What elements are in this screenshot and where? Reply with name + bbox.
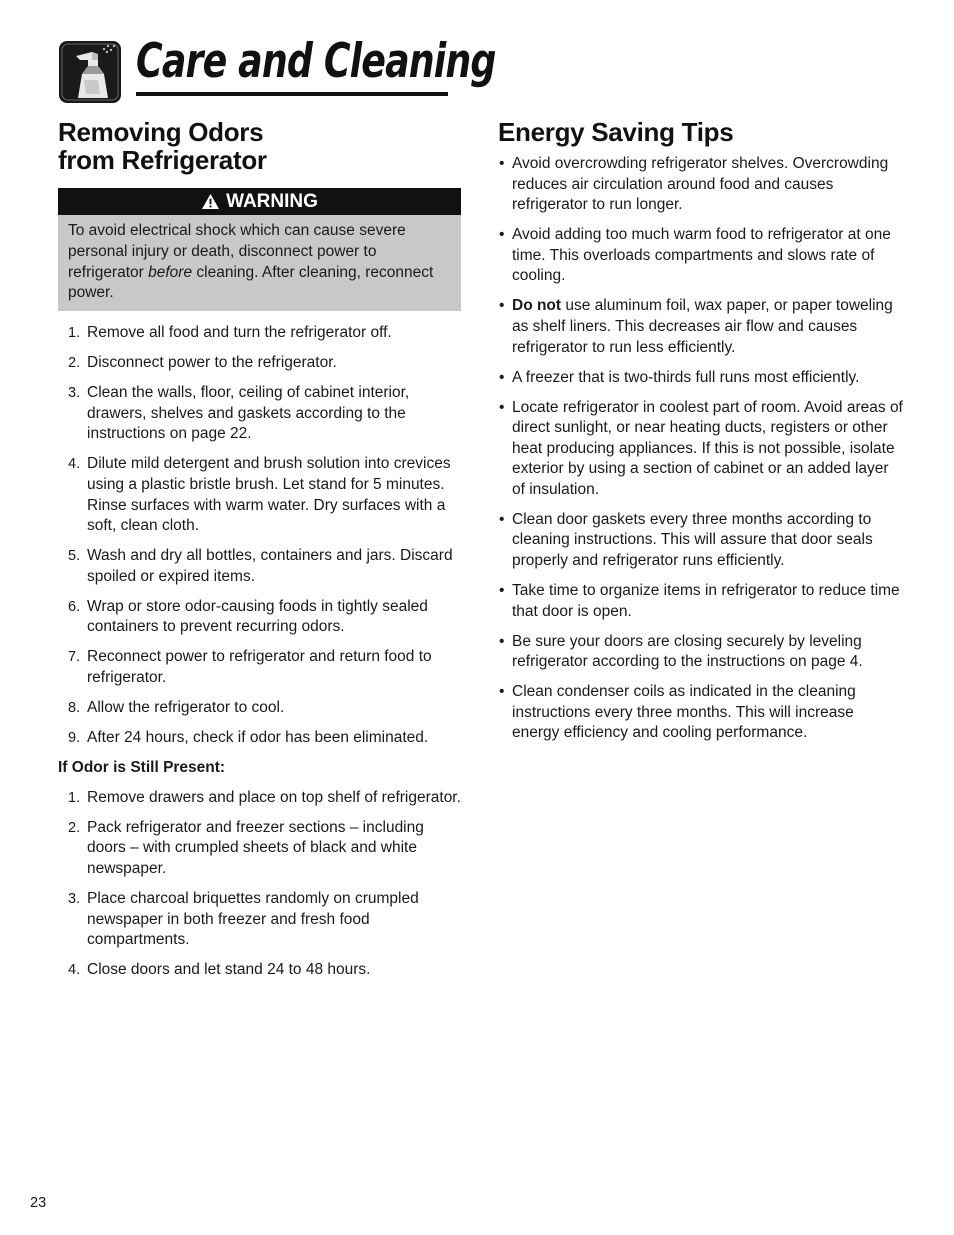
warning-label: WARNING [226, 190, 318, 212]
list-item [58, 454, 461, 536]
bullet: • [499, 510, 505, 528]
bullet: • [499, 398, 505, 416]
step-number: 3. [68, 890, 81, 907]
step-text: After 24 hours, check if odor has been eliminated. [87, 728, 429, 746]
step-text: Wash and dry all bottles, containers and jars. Discard spoiled or expired items. [87, 547, 453, 585]
step-number: 4. [68, 456, 81, 473]
tip-text: Clean door gaskets every three months according to cleaning instructions. This will assure that door seals properly and refrigerator runs efficiently. [512, 510, 873, 570]
bullet: • [499, 297, 505, 315]
step-text: Dilute mild detergent and brush solution into crevices using a plastic bristle brush. Let stand for 5 minutes. Rinse surfaces with warm water. Dry surfaces with a soft, clean cloth. [87, 455, 451, 535]
tip-text: Avoid overcrowding refrigerator shelves. Overcrowding reduces air circulation around food and causes refrigerator to run longer. [512, 155, 889, 214]
list-item [58, 889, 461, 951]
warning-triangle-icon [201, 193, 220, 210]
step-text: Place charcoal briquettes randomly on crumpled newspaper in both freezer and fresh food compartments. [87, 889, 419, 949]
step-number: 1. [68, 789, 81, 806]
list-item [58, 647, 461, 688]
warning-text-before: To avoid electrical shock which can cause severe personal injury or death, disconnect power to refrigerator [68, 222, 406, 281]
energy-tips-list [498, 154, 904, 744]
step-number: 4. [68, 962, 81, 979]
list-item [498, 296, 904, 358]
tip-text: A freezer that is two-thirds full runs most efficiently. [512, 368, 860, 386]
step-number: 1. [68, 325, 81, 342]
warning-text-after: cleaning. After cleaning, reconnect power. [68, 263, 434, 302]
list-item [58, 597, 461, 638]
bullet: • [499, 632, 505, 650]
tip-text: Clean condenser coils as indicated in the cleaning instructions every three months. This will increase energy efficiency and cooling performance. [512, 683, 856, 742]
removing-odors-heading-line2: from Refrigerator [58, 145, 267, 175]
step-text: Clean the walls, floor, ceiling of cabinet interior, drawers, shelves and gaskets according to the instructions on page 22. [87, 384, 410, 443]
step-text: Close doors and let stand 24 to 48 hours. [87, 961, 371, 979]
step-number: 9. [68, 729, 81, 746]
step-number: 7. [68, 649, 81, 666]
bullet: • [499, 368, 505, 386]
step-text: Allow the refrigerator to cool. [87, 698, 285, 716]
list-item [498, 368, 904, 389]
list-item [498, 581, 904, 622]
step-number: 3. [68, 385, 81, 402]
page-title: Care and Cleaning [136, 34, 496, 89]
list-item [58, 698, 461, 719]
page-number: 23 [30, 1195, 47, 1211]
step-text: Pack refrigerator and freezer sections – including doors – with crumpled sheets of black and white newspaper. [87, 818, 424, 877]
list-item [498, 510, 904, 572]
step-number: 2. [68, 355, 81, 372]
step-text: Reconnect power to refrigerator and return food to refrigerator. [87, 648, 432, 686]
list-item [58, 728, 461, 749]
spray-bottle-icon [58, 40, 122, 104]
energy-saving-heading: Energy Saving Tips [498, 117, 734, 147]
tip-text: use aluminum foil, wax paper, or paper toweling as shelf liners. This decreases air flow and causes refrigerator to run less efficiently. [512, 297, 893, 356]
warning-text-emphasis: before [148, 263, 193, 281]
energy-saving-section [498, 118, 904, 753]
list-item [58, 353, 461, 374]
odor-removal-steps [58, 323, 461, 748]
step-number: 6. [68, 598, 81, 615]
removing-odors-heading-line1: Removing Odors [58, 117, 264, 147]
step-number: 2. [68, 819, 81, 836]
list-item [58, 788, 461, 809]
odor-still-present-steps [58, 788, 461, 981]
removing-odors-section [58, 118, 461, 990]
step-text: Remove drawers and place on top shelf of refrigerator. [87, 788, 461, 806]
step-text: Disconnect power to the refrigerator. [87, 354, 337, 372]
step-text: Remove all food and turn the refrigerator off. [87, 324, 392, 342]
list-item [58, 323, 461, 344]
bullet: • [499, 683, 505, 701]
bullet: • [499, 226, 505, 244]
list-item [498, 682, 904, 744]
tip-text: Avoid adding too much warm food to refrigerator at one time. This overloads compartments and slows rate of cooling. [512, 226, 891, 285]
list-item [498, 632, 904, 673]
list-item [498, 398, 904, 501]
list-item [58, 383, 461, 445]
tip-text: Locate refrigerator in coolest part of room. Avoid areas of direct sunlight, or near heating ducts, registers or other heat producing appliances. If this is not possible, isolate exterior by using a section of cabinet or an added layer of insulation. [512, 398, 903, 498]
step-number: 8. [68, 699, 81, 716]
tip-bold: Do not [512, 297, 562, 315]
warning-box [58, 188, 461, 311]
list-item [498, 154, 904, 216]
bullet: • [499, 155, 505, 172]
list-item [58, 960, 461, 981]
warning-text [58, 215, 461, 311]
page-header [58, 34, 496, 104]
list-item [498, 225, 904, 287]
warning-header [58, 188, 461, 215]
tip-text: Be sure your doors are closing securely by leveling refrigerator according to the instructions on page 4. [512, 632, 863, 671]
step-number: 5. [68, 548, 81, 565]
removing-odors-heading [58, 118, 461, 174]
step-text: Wrap or store odor-causing foods in tightly sealed containers to prevent recurring odors. [87, 597, 428, 636]
odor-still-present-subhead: If Odor is Still Present: [58, 758, 226, 776]
bullet: • [499, 582, 505, 600]
title-underline [136, 92, 448, 96]
list-item [58, 818, 461, 880]
tip-text: Take time to organize items in refrigerator to reduce time that door is open. [512, 582, 900, 620]
list-item [58, 546, 461, 587]
